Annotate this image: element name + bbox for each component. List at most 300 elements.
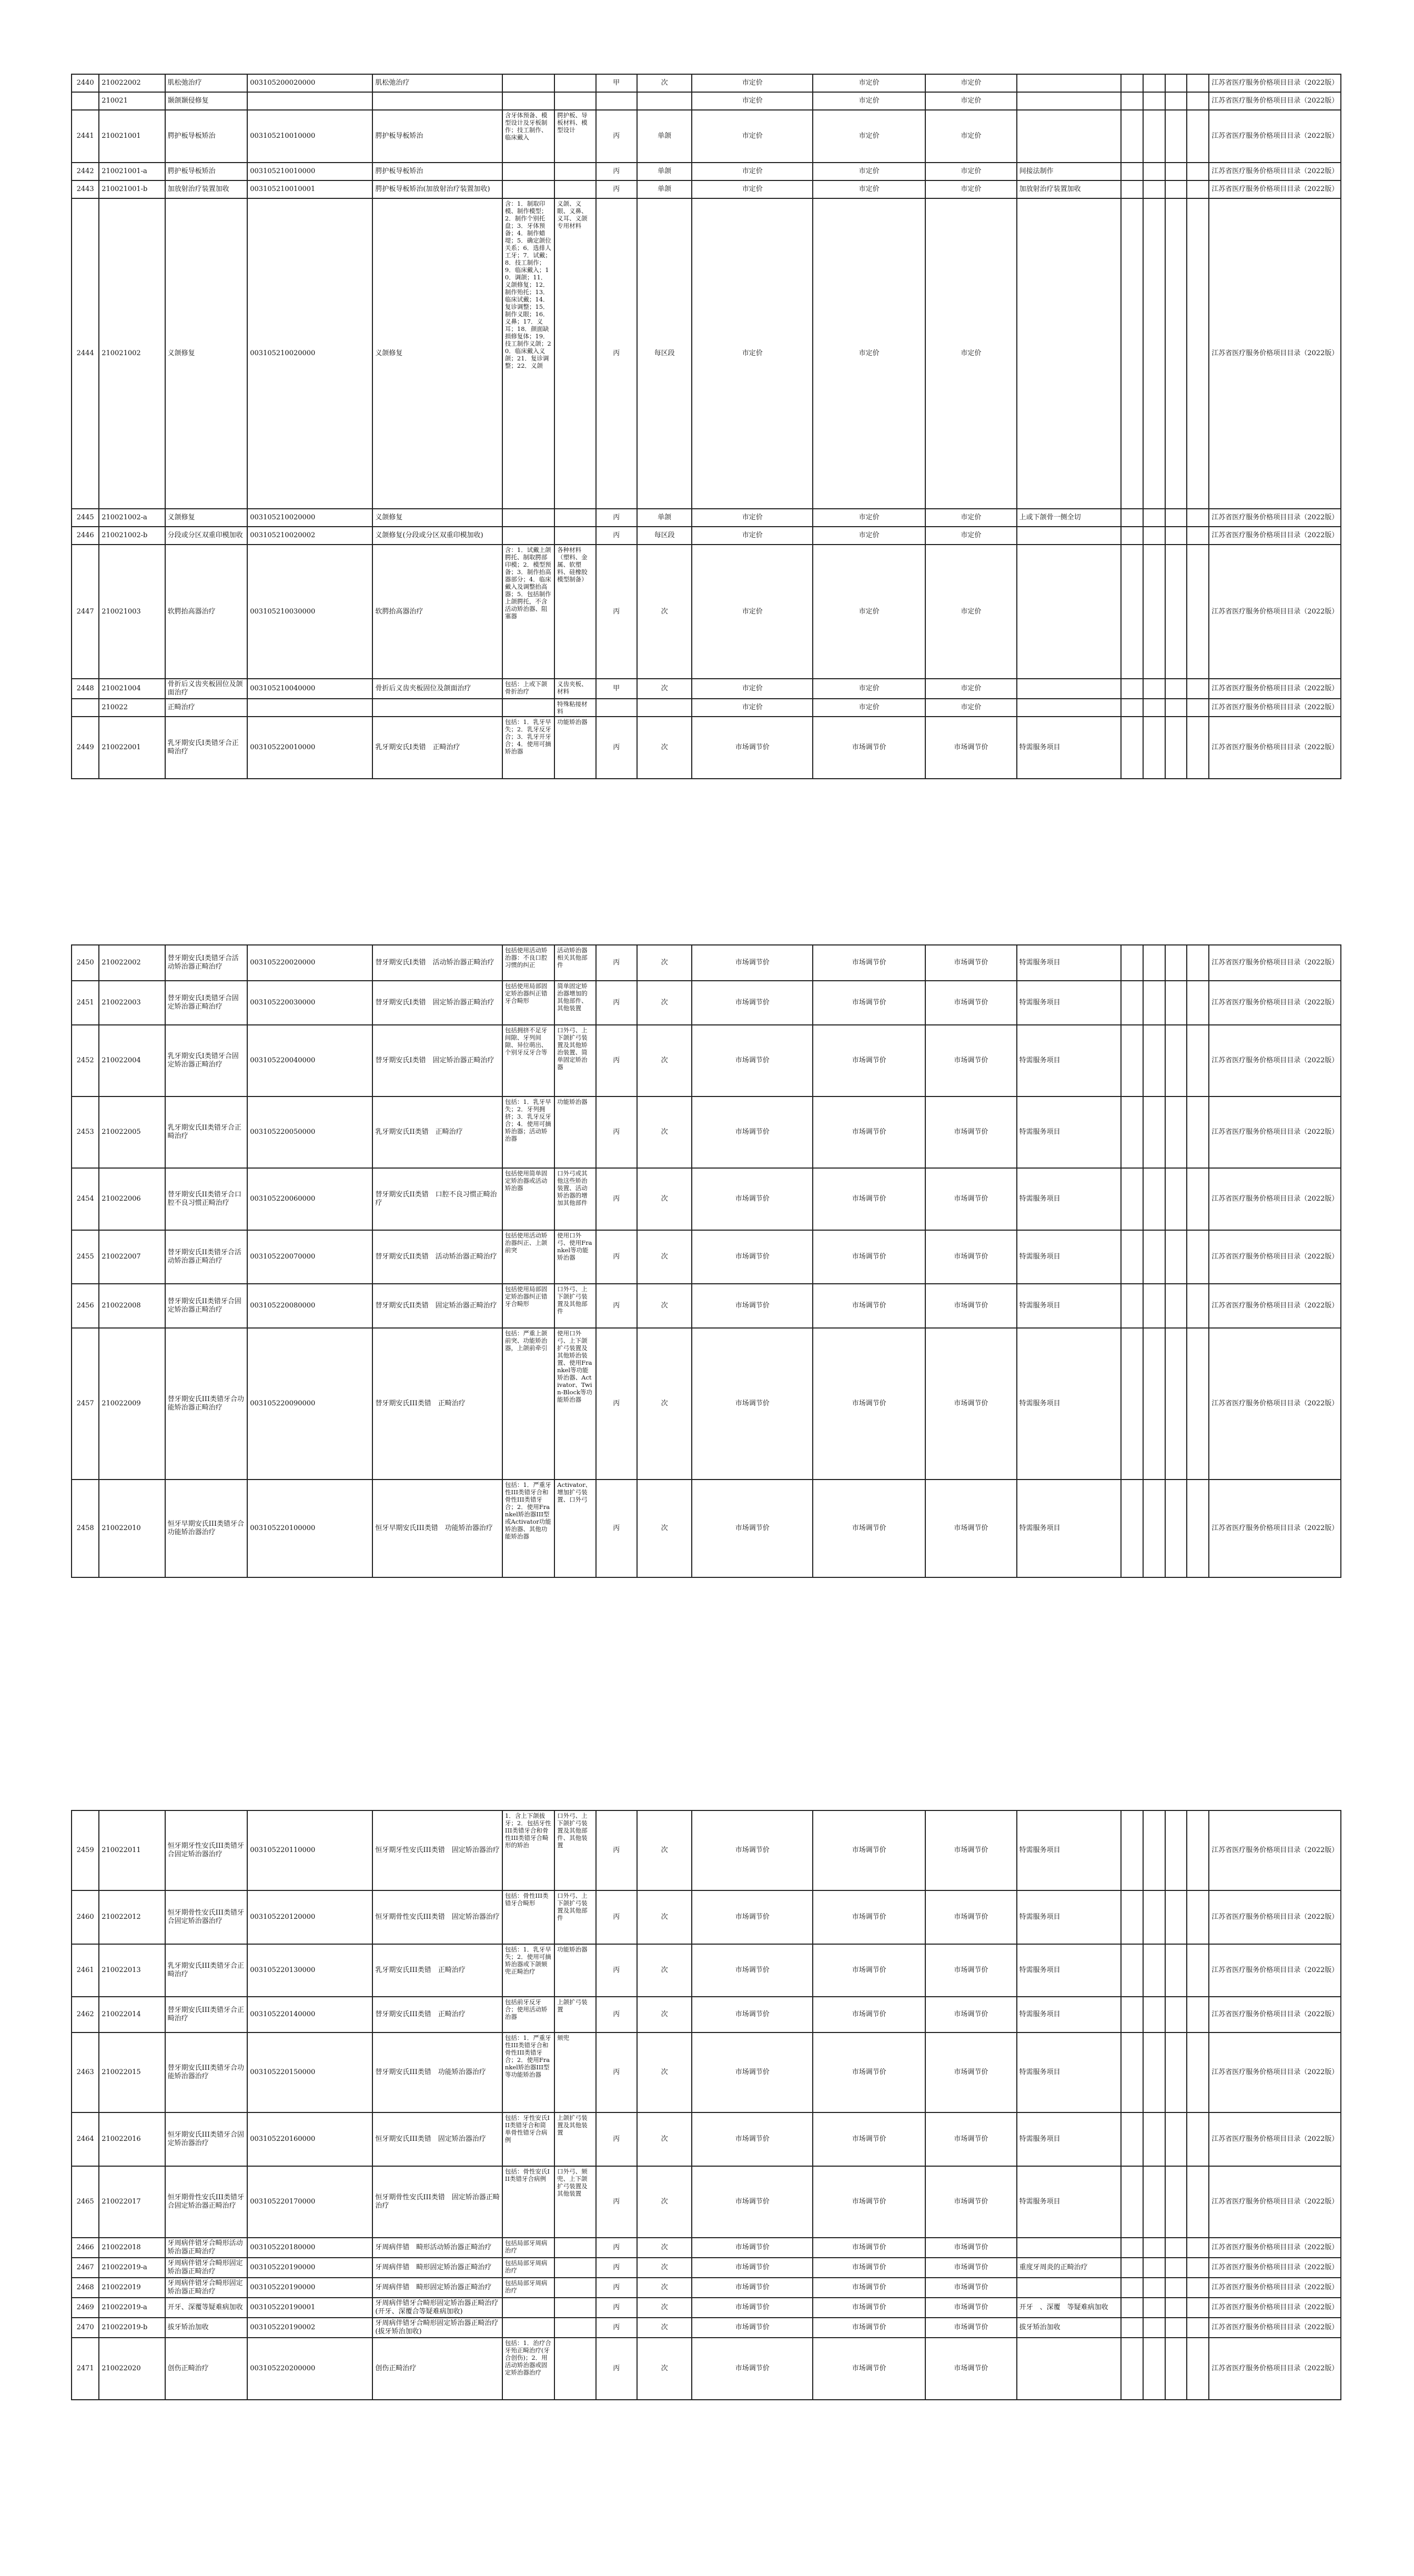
empty-cell [1121, 2338, 1143, 2400]
table-row [72, 1890, 1341, 1944]
material-cell [554, 2278, 595, 2298]
included-content-cell [502, 509, 554, 527]
material-cell [554, 2238, 595, 2258]
material-cell: 上颌扩弓装置 [554, 1997, 595, 2032]
item-name-cell: 替牙期安氏II类错牙合固定矫治器正畸治疗 [165, 1284, 248, 1328]
empty-cell [1143, 180, 1165, 198]
empty-cell [1187, 1997, 1209, 2032]
empty-cell [1143, 679, 1165, 699]
item-code-cell: 210022005 [99, 1096, 165, 1168]
price-level-3-cell: 市场调节价 [925, 2258, 1016, 2278]
included-content-cell [502, 2318, 554, 2338]
category-cell: 丙 [596, 2318, 637, 2338]
material-cell: Activator、增加扩弓装置、口外弓 [554, 1480, 595, 1577]
empty-cell [1143, 2166, 1165, 2238]
empty-cell [1121, 699, 1143, 717]
price-table-section-3 [71, 1810, 1341, 2400]
item-name-cell: 恒牙期牙性安氏III类错牙合固定矫治器治疗 [165, 1810, 248, 1890]
empty-cell [1121, 545, 1143, 679]
empty-cell [1165, 1997, 1187, 2032]
remark-cell: 特需服务项目 [1017, 981, 1121, 1025]
price-level-3-cell: 市场调节价 [925, 1096, 1016, 1168]
source-cell: 江苏省医疗服务价格项目目录（2022版） [1209, 180, 1341, 198]
empty-cell [1187, 717, 1209, 779]
empty-cell [1187, 74, 1209, 92]
item-name-cell: 乳牙期安氏I类错牙合正畸治疗 [165, 717, 248, 779]
item-code-cell: 210022019-a [99, 2258, 165, 2278]
price-level-3-cell: 市场调节价 [925, 1284, 1016, 1328]
empty-cell [1143, 110, 1165, 163]
empty-cell [1143, 163, 1165, 180]
price-level-1-cell: 市场调节价 [692, 1480, 813, 1577]
empty-cell [1121, 2032, 1143, 2112]
price-level-3-cell: 市场调节价 [925, 1890, 1016, 1944]
price-level-1-cell: 市场调节价 [692, 2166, 813, 2238]
row-number-cell: 2465 [72, 2166, 99, 2238]
price-level-2-cell: 市定价 [813, 509, 925, 527]
included-content-cell: 包括：1．治疗合牙殆正畸治疗(牙合创伤)；2．用活动矫治器或固定矫治器治疗 [502, 2338, 554, 2400]
empty-cell [1121, 1025, 1143, 1096]
empty-cell [1187, 1025, 1209, 1096]
empty-cell [1165, 2338, 1187, 2400]
unit-cell: 次 [637, 679, 692, 699]
source-cell: 江苏省医疗服务价格项目目录（2022版） [1209, 1168, 1341, 1230]
price-level-1-cell: 市场调节价 [692, 1168, 813, 1230]
unit-cell: 单颌 [637, 163, 692, 180]
unit-cell: 次 [637, 1230, 692, 1284]
price-level-1-cell: 市定价 [692, 74, 813, 92]
empty-cell [1121, 1328, 1143, 1480]
unit-cell: 次 [637, 981, 692, 1025]
unit-cell: 次 [637, 2166, 692, 2238]
included-content-cell: 包括使用局部固定矫治器纠正错牙合畸形 [502, 1284, 554, 1328]
included-content-cell: 包括：1．乳牙早失；2．牙列拥挤；3．乳牙反牙合；4．使用可摘矫治器；活动矫治器 [502, 1096, 554, 1168]
item-name-cell: 加放射治疗装置加收 [165, 180, 248, 198]
price-level-3-cell: 市定价 [925, 679, 1016, 699]
fee-code-cell: 003105220070000 [247, 1230, 372, 1284]
table-row [72, 1810, 1341, 1890]
included-content-cell: 包括使用活动矫治器：不良口腔习惯的纠正 [502, 945, 554, 981]
empty-cell [1143, 1480, 1165, 1577]
empty-cell [1165, 679, 1187, 699]
empty-cell [1121, 180, 1143, 198]
category-cell: 丙 [596, 110, 637, 163]
price-level-1-cell: 市场调节价 [692, 1230, 813, 1284]
source-cell: 江苏省医疗服务价格项目目录（2022版） [1209, 1328, 1341, 1480]
item-content-cell: 骨折后义齿夹板固位及颌面治疗 [372, 679, 502, 699]
price-level-1-cell: 市场调节价 [692, 2258, 813, 2278]
empty-cell [1187, 1168, 1209, 1230]
empty-cell [1121, 1230, 1143, 1284]
price-level-1-cell: 市定价 [692, 198, 813, 509]
material-cell: 口外弓、上下颌扩弓装置及其他矫治装置、简单固定矫治器 [554, 1025, 595, 1096]
category-cell: 丙 [596, 2238, 637, 2258]
source-cell: 江苏省医疗服务价格项目目录（2022版） [1209, 2166, 1341, 2238]
source-cell: 江苏省医疗服务价格项目目录（2022版） [1209, 163, 1341, 180]
fee-code-cell: 003105220130000 [247, 1944, 372, 1997]
source-cell: 江苏省医疗服务价格项目目录（2022版） [1209, 1944, 1341, 1997]
item-code-cell: 210022008 [99, 1284, 165, 1328]
material-cell: 义齿夹板、材料 [554, 679, 595, 699]
empty-cell [1165, 1168, 1187, 1230]
empty-cell [1165, 1096, 1187, 1168]
source-cell: 江苏省医疗服务价格项目目录（2022版） [1209, 1480, 1341, 1577]
empty-cell [1187, 1480, 1209, 1577]
price-level-1-cell: 市场调节价 [692, 981, 813, 1025]
category-cell: 丙 [596, 717, 637, 779]
empty-cell [1165, 92, 1187, 110]
empty-cell [1165, 1230, 1187, 1284]
item-content-cell: 替牙期安氏II类错 固定矫治器正畸治疗 [372, 1284, 502, 1328]
item-code-cell: 210022012 [99, 1890, 165, 1944]
material-cell: 口外弓、上下颌扩弓装置及其他部件 [554, 1890, 595, 1944]
item-content-cell: 替牙期安氏III类错 正畸治疗 [372, 1997, 502, 2032]
item-name-cell: 正畸治疗 [165, 699, 248, 717]
item-content-cell: 义颌修复 [372, 509, 502, 527]
price-level-2-cell: 市场调节价 [813, 717, 925, 779]
included-content-cell: 含：1．制取印模、制作模型；2．制作个别托盘；3．牙体预备；4．制作蜡堤；5．确定颌位关系；6．选排人工牙；7．试戴；8．技工制作；9．临床戴入；10．调颌；11．义颌修复；12．制作殆托；13．临床试戴；14．复诊调整；15．制作义眼；16．义鼻；17．义耳；18．颜面缺损修复体；19．技工制作义颌；20．临床戴入义颌；21．复诊调整；22．义颌 [502, 198, 554, 509]
item-content-cell: 替牙期安氏I类错 固定矫治器正畸治疗 [372, 1025, 502, 1096]
table-row [72, 2318, 1341, 2338]
item-name-cell: 乳牙期安氏III类错牙合正畸治疗 [165, 1944, 248, 1997]
empty-cell [1187, 2258, 1209, 2278]
material-cell [554, 2258, 595, 2278]
included-content-cell: 含：1．试戴上颌腭托、制取腭部印模；2．模型预备；3．制作抬高器部分；4．临床戴入及调整抬高器；5．包括制作上颌腭托，不含活动矫治器、阻塞器 [502, 545, 554, 679]
unit-cell: 次 [637, 1168, 692, 1230]
category-cell: 丙 [596, 1025, 637, 1096]
item-code-cell: 210022004 [99, 1025, 165, 1096]
category-cell: 丙 [596, 1328, 637, 1480]
price-level-2-cell: 市场调节价 [813, 2338, 925, 2400]
row-number-cell: 2440 [72, 74, 99, 92]
item-content-cell: 义颌修复(分段或分区双重印模加收) [372, 527, 502, 545]
unit-cell: 次 [637, 1328, 692, 1480]
item-name-cell: 牙周病伴错牙合畸形固定矫治器正畸治疗 [165, 2258, 248, 2278]
category-cell: 甲 [596, 679, 637, 699]
item-content-cell: 腭护板导板矫治 [372, 110, 502, 163]
item-name-cell: 骨折后义齿夹板固位及颌面治疗 [165, 679, 248, 699]
source-cell: 江苏省医疗服务价格项目目录（2022版） [1209, 1997, 1341, 2032]
material-cell: 活动矫治器相关其他部件 [554, 945, 595, 981]
material-cell: 腭护板、导板材料、模型设计 [554, 110, 595, 163]
empty-cell [1165, 545, 1187, 679]
empty-cell [1165, 1944, 1187, 1997]
item-name-cell: 替牙期安氏II类错牙合活动矫治器正畸治疗 [165, 1230, 248, 1284]
table-row [72, 717, 1341, 779]
empty-cell [1165, 2112, 1187, 2166]
price-level-2-cell: 市场调节价 [813, 1284, 925, 1328]
item-content-cell: 乳牙期安氏III类错 正畸治疗 [372, 1944, 502, 1997]
empty-cell [1187, 2112, 1209, 2166]
empty-cell [1187, 1328, 1209, 1480]
table-row [72, 74, 1341, 92]
empty-cell [1121, 717, 1143, 779]
item-code-cell: 210021003 [99, 545, 165, 679]
category-cell: 丙 [596, 545, 637, 679]
empty-cell [1121, 198, 1143, 509]
price-level-2-cell: 市定价 [813, 699, 925, 717]
row-number-cell [72, 699, 99, 717]
empty-cell [1143, 1168, 1165, 1230]
empty-cell [1121, 110, 1143, 163]
item-name-cell: 牙周病伴错牙合畸形固定矫治器正畸治疗 [165, 2278, 248, 2298]
remark-cell: 开牙 、深覆 等疑难病加收 [1017, 2298, 1121, 2318]
fee-code-cell: 003105210020002 [247, 527, 372, 545]
unit-cell: 次 [637, 945, 692, 981]
remark-cell [1017, 699, 1121, 717]
remark-cell [1017, 74, 1121, 92]
table-row [72, 545, 1341, 679]
row-number-cell: 2459 [72, 1810, 99, 1890]
unit-cell: 次 [637, 717, 692, 779]
item-content-cell: 软腭抬高器治疗 [372, 545, 502, 679]
empty-cell [1165, 717, 1187, 779]
empty-cell [1143, 2338, 1165, 2400]
remark-cell [1017, 527, 1121, 545]
fee-code-cell: 003105210010000 [247, 110, 372, 163]
included-content-cell [502, 180, 554, 198]
price-level-1-cell: 市场调节价 [692, 1944, 813, 1997]
empty-cell [1165, 1890, 1187, 1944]
fee-code-cell: 003105220020000 [247, 945, 372, 981]
fee-code-cell: 003105210020000 [247, 198, 372, 509]
unit-cell: 单颌 [637, 180, 692, 198]
row-number-cell: 2464 [72, 2112, 99, 2166]
included-content-cell: 包括前牙反牙合；使用活动矫治器 [502, 1997, 554, 2032]
row-number-cell: 2469 [72, 2298, 99, 2318]
remark-cell: 特需服务项目 [1017, 2166, 1121, 2238]
material-cell [554, 92, 595, 110]
included-content-cell: 包括：严重上颌前突、功能矫治器，上颌前牵引 [502, 1328, 554, 1480]
empty-cell [1143, 198, 1165, 509]
included-content-cell: 包括：骨性安氏III类错牙合病例 [502, 2166, 554, 2238]
unit-cell: 次 [637, 545, 692, 679]
item-name-cell: 拔牙矫治加收 [165, 2318, 248, 2338]
category-cell: 丙 [596, 2338, 637, 2400]
price-level-3-cell: 市场调节价 [925, 2298, 1016, 2318]
table-row [72, 679, 1341, 699]
row-number-cell: 2457 [72, 1328, 99, 1480]
empty-cell [1121, 2238, 1143, 2258]
price-level-2-cell: 市场调节价 [813, 2278, 925, 2298]
category-cell: 丙 [596, 1168, 637, 1230]
price-level-1-cell: 市场调节价 [692, 2338, 813, 2400]
empty-cell [1187, 699, 1209, 717]
price-level-2-cell: 市场调节价 [813, 981, 925, 1025]
item-name-cell: 分段或分区双重印模加收 [165, 527, 248, 545]
remark-cell: 特需服务项目 [1017, 1230, 1121, 1284]
item-content-cell: 替牙期安氏II类错 口腔不良习惯正畸治疗 [372, 1168, 502, 1230]
price-level-2-cell: 市定价 [813, 110, 925, 163]
source-cell: 江苏省医疗服务价格项目目录（2022版） [1209, 509, 1341, 527]
empty-cell [1143, 699, 1165, 717]
price-level-1-cell: 市场调节价 [692, 2238, 813, 2258]
item-name-cell: 替牙期安氏III类错牙合正畸治疗 [165, 1997, 248, 2032]
empty-cell [1143, 1890, 1165, 1944]
price-level-1-cell: 市定价 [692, 545, 813, 679]
included-content-cell: 包括拥挤不足牙间隙、牙列间隙、异位萌出、个别牙反牙合等 [502, 1025, 554, 1096]
empty-cell [1143, 1025, 1165, 1096]
empty-cell [1121, 509, 1143, 527]
remark-cell: 特需服务项目 [1017, 1810, 1121, 1890]
item-content-cell: 义颌修复 [372, 198, 502, 509]
price-level-2-cell: 市场调节价 [813, 1230, 925, 1284]
item-name-cell: 腭护板导板矫治 [165, 110, 248, 163]
empty-cell [1143, 527, 1165, 545]
table-row [72, 92, 1341, 110]
table-row [72, 1997, 1341, 2032]
row-number-cell: 2456 [72, 1284, 99, 1328]
row-number-cell: 2442 [72, 163, 99, 180]
empty-cell [1143, 545, 1165, 679]
empty-cell [1165, 981, 1187, 1025]
table-row [72, 1168, 1341, 1230]
remark-cell: 上或下颌骨一侧全切 [1017, 509, 1121, 527]
included-content-cell: 包括局部牙周病治疗 [502, 2278, 554, 2298]
item-content-cell: 牙周病伴错 畸形固定矫治器正畸治疗 [372, 2278, 502, 2298]
row-number-cell: 2461 [72, 1944, 99, 1997]
empty-cell [1143, 1284, 1165, 1328]
unit-cell: 次 [637, 1810, 692, 1890]
included-content-cell [502, 92, 554, 110]
material-cell: 颏兜 [554, 2032, 595, 2112]
table-row [72, 163, 1341, 180]
item-content-cell: 替牙期安氏III类错 正畸治疗 [372, 1328, 502, 1480]
fee-code-cell: 003105220180000 [247, 2238, 372, 2258]
category-cell: 丙 [596, 1997, 637, 2032]
table-row [72, 1284, 1341, 1328]
empty-cell [1187, 679, 1209, 699]
category-cell: 丙 [596, 945, 637, 981]
source-cell: 江苏省医疗服务价格项目目录（2022版） [1209, 1890, 1341, 1944]
price-level-3-cell: 市定价 [925, 180, 1016, 198]
price-level-3-cell: 市定价 [925, 74, 1016, 92]
item-code-cell: 210021002-b [99, 527, 165, 545]
remark-cell: 特需服务项目 [1017, 945, 1121, 981]
item-code-cell: 210022010 [99, 1480, 165, 1577]
empty-cell [1187, 1284, 1209, 1328]
empty-cell [1121, 679, 1143, 699]
item-name-cell: 替牙期安氏II类错牙合口腔不良习惯正畸治疗 [165, 1168, 248, 1230]
empty-cell [1143, 981, 1165, 1025]
empty-cell [1165, 180, 1187, 198]
price-level-3-cell: 市场调节价 [925, 717, 1016, 779]
unit-cell: 次 [637, 2318, 692, 2338]
row-number-cell: 2444 [72, 198, 99, 509]
empty-cell [1121, 1480, 1143, 1577]
source-cell: 江苏省医疗服务价格项目目录（2022版） [1209, 2318, 1341, 2338]
price-level-1-cell: 市场调节价 [692, 945, 813, 981]
price-level-3-cell: 市场调节价 [925, 2338, 1016, 2400]
price-level-3-cell: 市场调节价 [925, 2032, 1016, 2112]
price-level-2-cell: 市场调节价 [813, 1480, 925, 1577]
included-content-cell: 包括：1．严重牙性III类错牙合和骨性III类错牙合；2．使用Frankel矫治器III型或Activator功能矫治器、其他功能矫治器 [502, 1480, 554, 1577]
included-content-cell [502, 74, 554, 92]
item-code-cell: 210022006 [99, 1168, 165, 1230]
category-cell: 丙 [596, 1890, 637, 1944]
source-cell: 江苏省医疗服务价格项目目录（2022版） [1209, 2112, 1341, 2166]
material-cell [554, 180, 595, 198]
price-level-1-cell: 市场调节价 [692, 1328, 813, 1480]
material-cell: 特殊粘接材料 [554, 699, 595, 717]
empty-cell [1143, 1230, 1165, 1284]
price-level-3-cell: 市场调节价 [925, 2238, 1016, 2258]
price-table-section-1 [71, 74, 1341, 779]
empty-cell [1187, 1944, 1209, 1997]
empty-cell [1187, 1230, 1209, 1284]
row-number-cell: 2449 [72, 717, 99, 779]
material-cell [554, 2318, 595, 2338]
material-cell: 口外弓、颏兜、上下颌扩弓装置及其他装置 [554, 2166, 595, 2238]
item-code-cell: 210021 [99, 92, 165, 110]
empty-cell [1187, 2278, 1209, 2298]
empty-cell [1187, 945, 1209, 981]
empty-cell [1143, 2238, 1165, 2258]
empty-cell [1165, 2298, 1187, 2318]
remark-cell: 特需服务项目 [1017, 717, 1121, 779]
source-cell: 江苏省医疗服务价格项目目录（2022版） [1209, 2258, 1341, 2278]
source-cell: 江苏省医疗服务价格项目目录（2022版） [1209, 74, 1341, 92]
price-level-2-cell: 市定价 [813, 527, 925, 545]
empty-cell [1187, 2166, 1209, 2238]
remark-cell: 重度牙周炎的正畸治疗 [1017, 2258, 1121, 2278]
fee-code-cell: 003105220080000 [247, 1284, 372, 1328]
price-level-1-cell: 市场调节价 [692, 1890, 813, 1944]
empty-cell [1143, 1997, 1165, 2032]
item-name-cell: 替牙期安氏I类错牙合活动矫治器正畸治疗 [165, 945, 248, 981]
price-level-1-cell: 市场调节价 [692, 2112, 813, 2166]
table-row [72, 2166, 1341, 2238]
category-cell: 丙 [596, 2112, 637, 2166]
item-content-cell: 恒牙早期安氏III类错 功能矫治器治疗 [372, 1480, 502, 1577]
included-content-cell: 1．含上下颌拔牙；2．包括牙性III类错牙合和骨性III类错牙合畸形的矫治 [502, 1810, 554, 1890]
empty-cell [1143, 1096, 1165, 1168]
category-cell: 丙 [596, 1284, 637, 1328]
price-level-1-cell: 市场调节价 [692, 717, 813, 779]
source-cell: 江苏省医疗服务价格项目目录（2022版） [1209, 92, 1341, 110]
category-cell: 甲 [596, 74, 637, 92]
price-level-3-cell: 市场调节价 [925, 2112, 1016, 2166]
fee-code-cell: 003105200020000 [247, 74, 372, 92]
remark-cell: 加放射治疗装置加收 [1017, 180, 1121, 198]
source-cell: 江苏省医疗服务价格项目目录（2022版） [1209, 699, 1341, 717]
unit-cell: 次 [637, 1096, 692, 1168]
empty-cell [1165, 74, 1187, 92]
table-row [72, 1230, 1341, 1284]
row-number-cell: 2446 [72, 527, 99, 545]
empty-cell [1187, 1096, 1209, 1168]
item-code-cell: 210022015 [99, 2032, 165, 2112]
empty-cell [1143, 2298, 1165, 2318]
empty-cell [1121, 981, 1143, 1025]
material-cell: 各种材料（塑料、金属、软塑料、硅橡胶模型制备） [554, 545, 595, 679]
empty-cell [1143, 2032, 1165, 2112]
price-level-3-cell: 市场调节价 [925, 2318, 1016, 2338]
table-row [72, 2258, 1341, 2278]
remark-cell: 特需服务项目 [1017, 1997, 1121, 2032]
empty-cell [1121, 92, 1143, 110]
item-name-cell: 替牙期安氏III类错牙合功能矫治器正畸治疗 [165, 1328, 248, 1480]
table-row [72, 1944, 1341, 1997]
item-content-cell: 替牙期安氏III类错 功能矫治器治疗 [372, 2032, 502, 2112]
category-cell [596, 699, 637, 717]
row-number-cell: 2455 [72, 1230, 99, 1284]
item-code-cell: 210022001 [99, 717, 165, 779]
price-level-2-cell: 市场调节价 [813, 2112, 925, 2166]
row-number-cell [72, 92, 99, 110]
unit-cell: 次 [637, 1025, 692, 1096]
row-number-cell: 2462 [72, 1997, 99, 2032]
